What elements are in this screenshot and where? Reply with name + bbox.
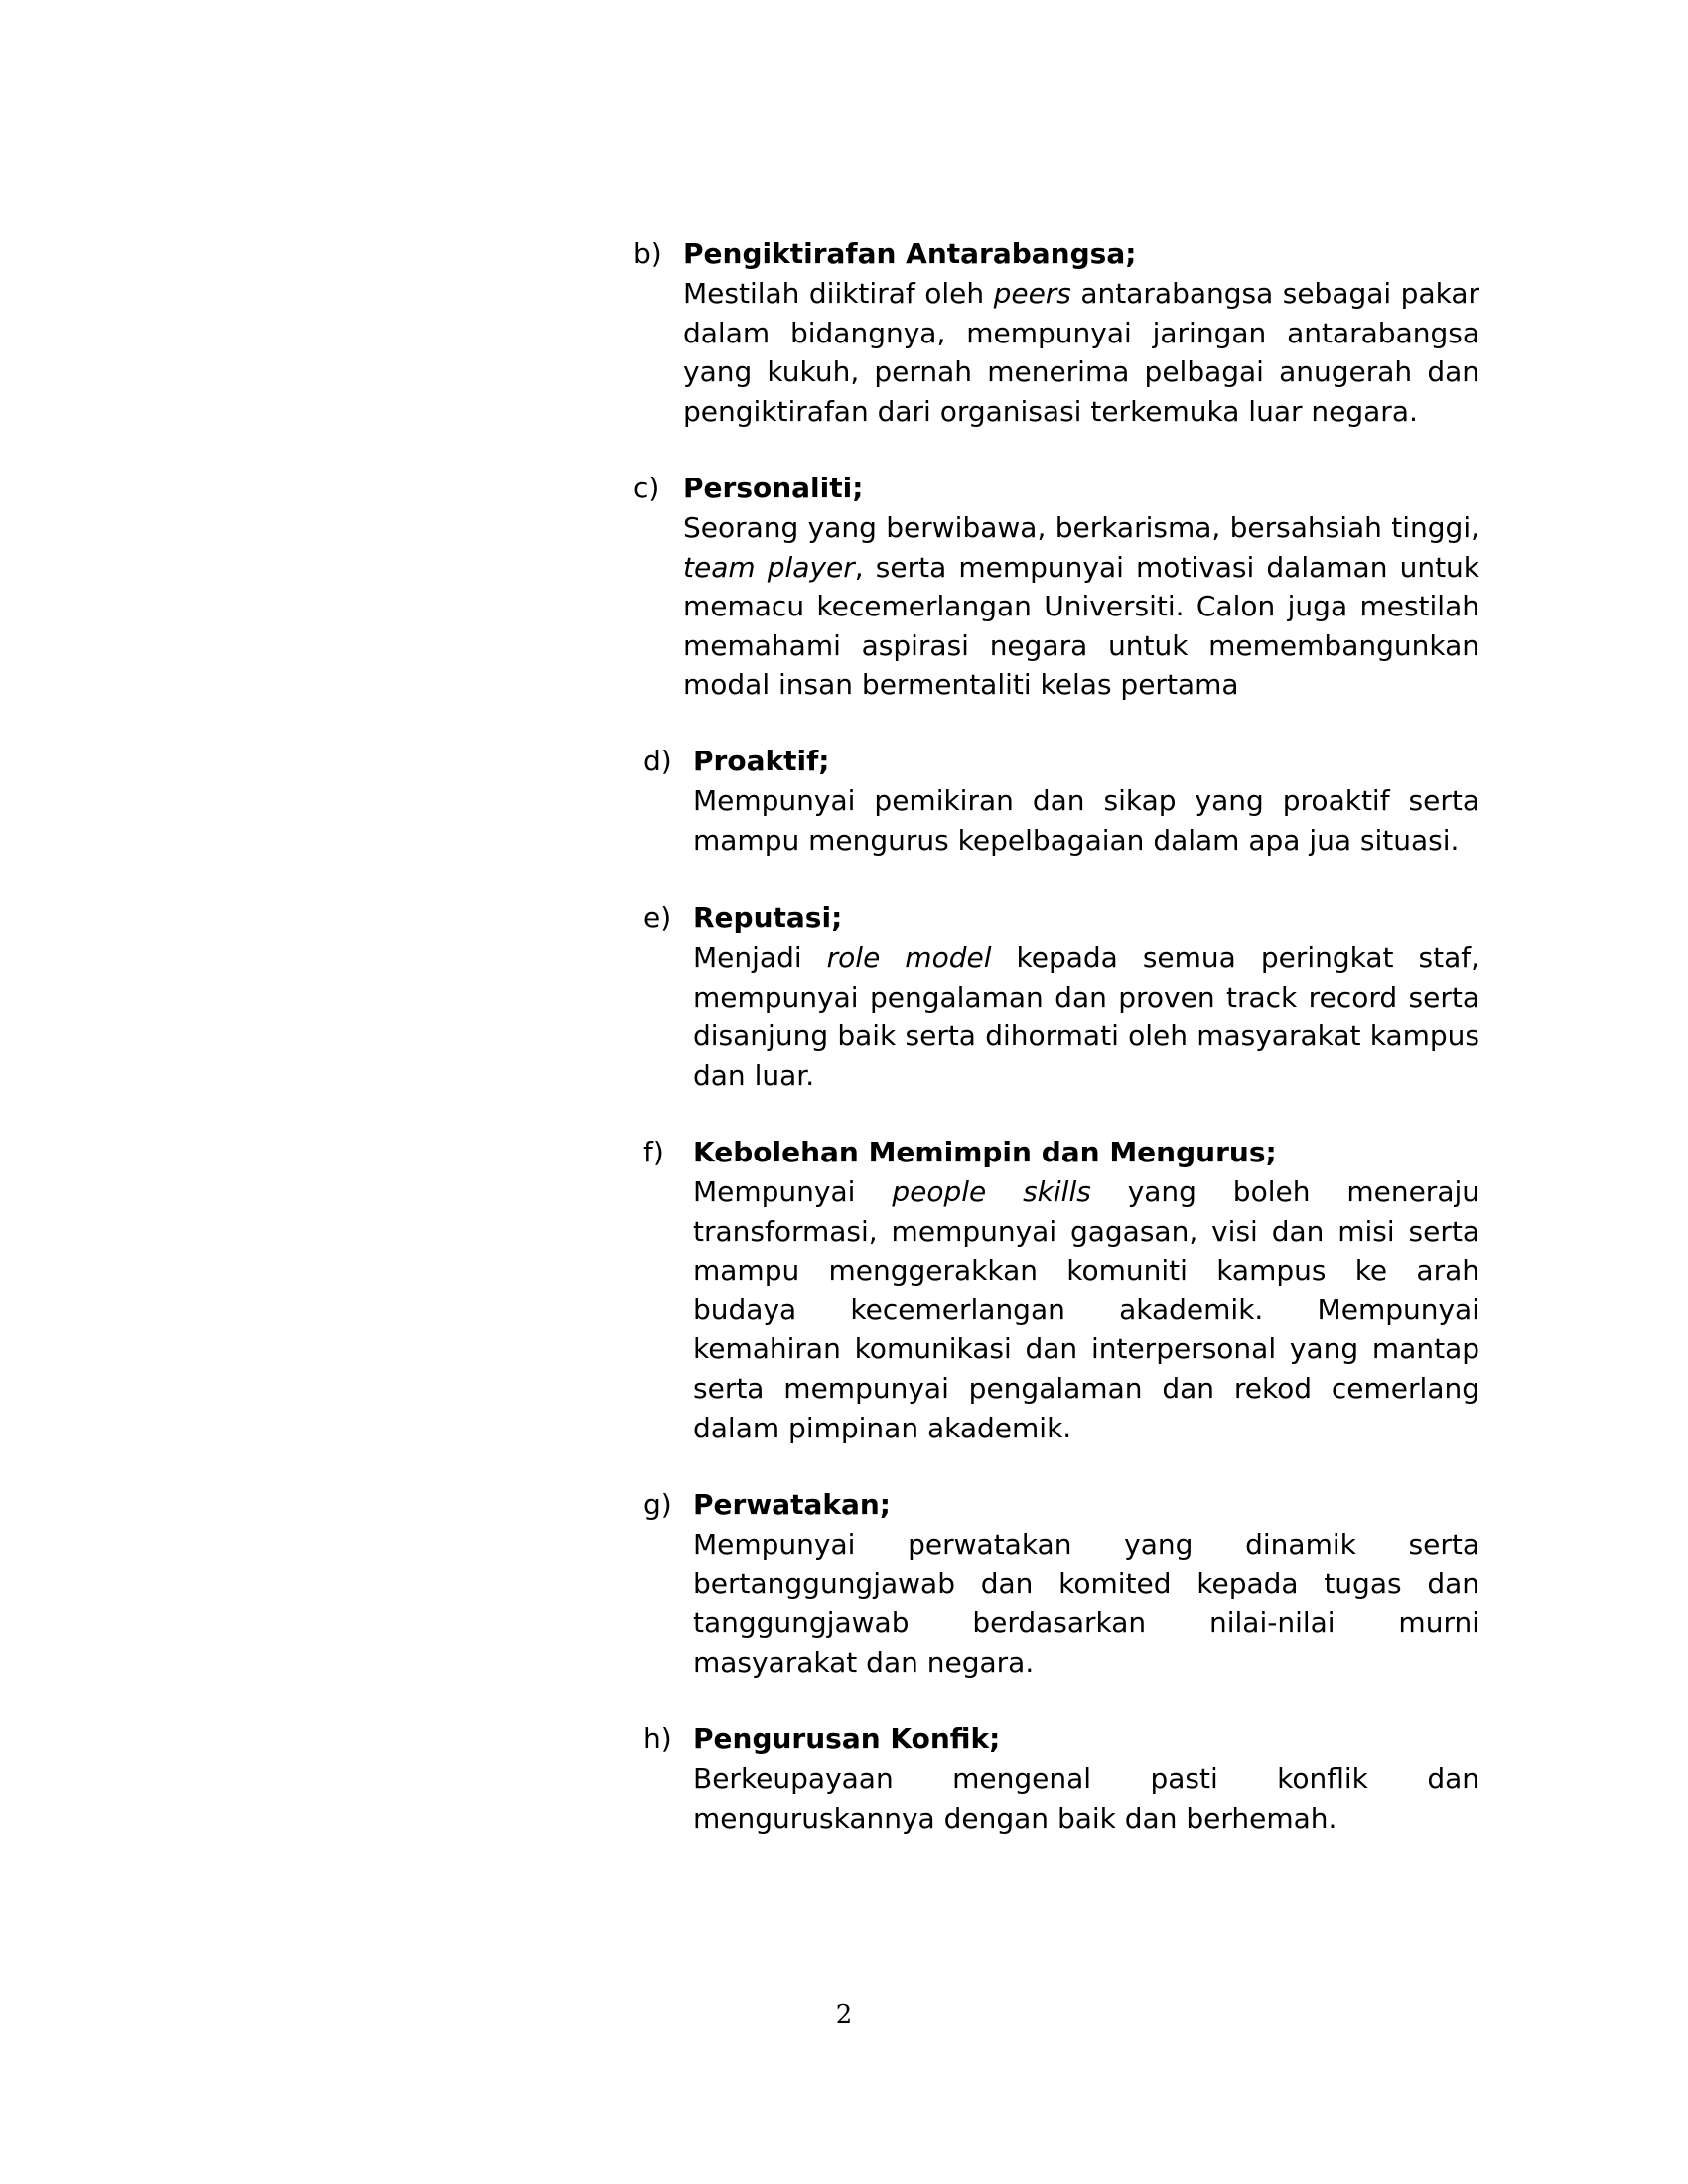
item-marker: f) [643,1136,664,1168]
item-marker: h) [643,1722,672,1755]
item-marker: d) [643,745,672,777]
item-body: Mempunyai perwatakan yang dinamik serta bertanggungjawab dan komited kepada tugas dan tanggungjawab berdasarkan nilai-nilai murni masyarakat dan negara. [693,1528,1479,1679]
item-body: Menjadi role model kepada semua peringkat staf, mempunyai pengalaman dan proven track record serta disanjung baik serta dihormati oleh masyarakat kampus dan luar. [693,941,1480,1092]
item-heading: Kebolehan Memimpin dan Mengurus; [693,1136,1277,1168]
item-heading: Proaktif; [693,745,830,777]
item-body: Mestilah diiktiraf oleh peers antarabangsa sebagai pakar dalam bidangnya, mempunyai jaringan antarabangsa yang kukuh, pernah menerima pelbagai anugerah dan pengiktirafan dari organisasi terkemuka luar negara. [683,277,1480,428]
item-marker: c) [633,472,660,504]
page-number: 2 [835,2000,853,2030]
item-body: Berkeupayaan mengenal pasti konflik dan menguruskannya dengan baik dan berhemah. [693,1762,1479,1835]
item-body: Mempunyai people skills yang boleh meneraju transformasi, mempunyai gagasan, visi dan misi serta mampu menggerakkan komuniti kampus ke arah budaya kecemerlangan akademik. Mempunyai kemahiran komunikasi dan interpersonal yang mantap serta mempunyai pengalaman dan rekod cemerlang dalam pimpinan akademik. [693,1175,1480,1444]
item-body: Mempunyai pemikiran dan sikap yang proaktif serta mampu mengurus kepelbagaian dalam apa jua situasi. [693,784,1479,857]
item-heading: Pengurusan Konfik; [693,1722,1001,1755]
item-heading: Perwatakan; [693,1488,892,1521]
item-heading: Personaliti; [683,472,864,504]
item-heading: Reputasi; [693,901,843,934]
item-body: Seorang yang berwibawa, berkarisma, bersahsiah tinggi, team player, serta mempunyai motivasi dalaman untuk memacu kecemerlangan Universiti. Calon juga mestilah memahami aspirasi negara untuk memembangunkan modal insan bermentaliti kelas pertama [683,511,1480,702]
item-marker: g) [643,1488,672,1521]
item-heading: Pengiktirafan Antarabangsa; [683,237,1137,270]
item-marker: b) [633,237,662,270]
item-marker: e) [643,901,672,934]
